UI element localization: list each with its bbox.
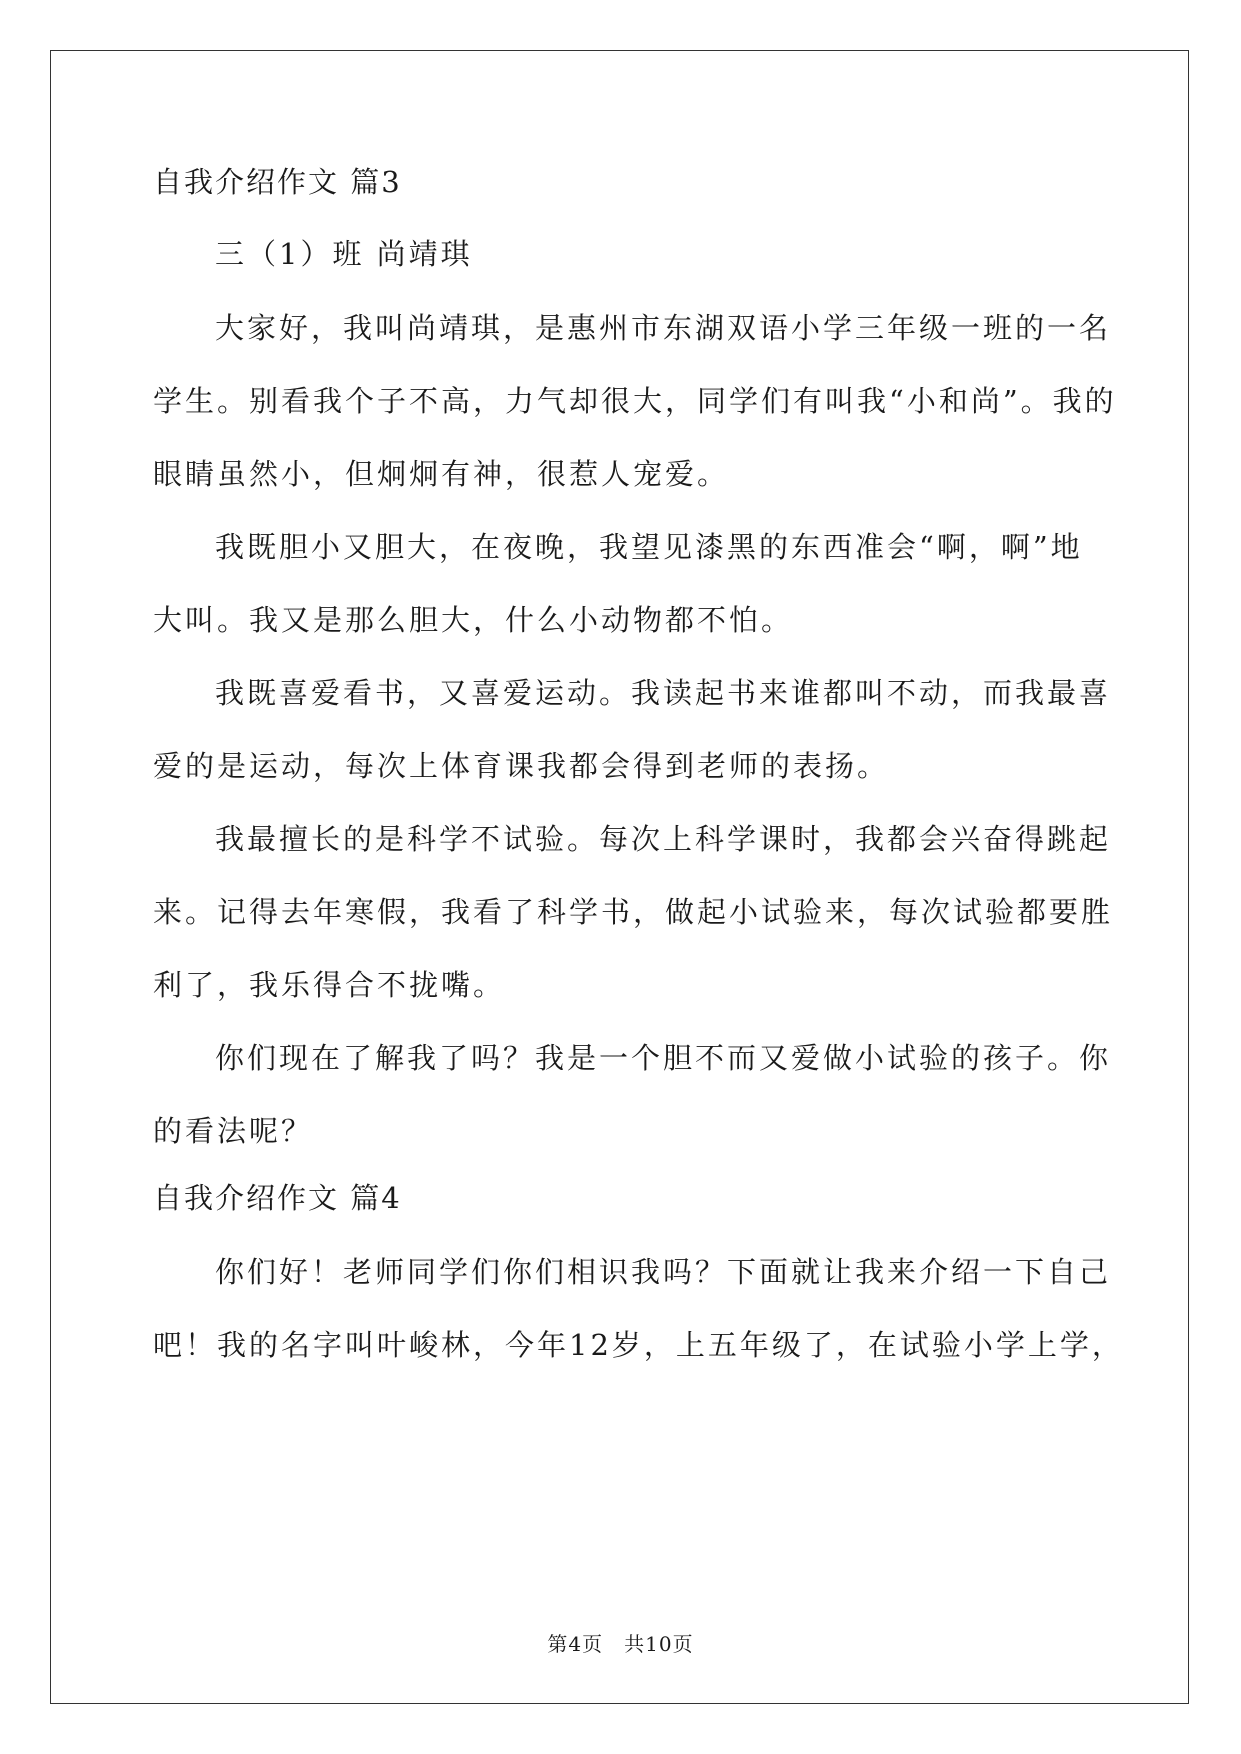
paragraph-line: 来。记得去年寒假，我看了科学书，做起小试验来，每次试验都要胜 xyxy=(153,895,1114,929)
section-heading-3: 自我介绍作文 篇3 xyxy=(153,165,402,199)
paragraph-line: 大叫。我又是那么胆大，什么小动物都不怕。 xyxy=(153,603,794,637)
paragraph-line: 爱的是运动，每次上体育课我都会得到老师的表扬。 xyxy=(153,749,890,783)
paragraph-line: 你们现在了解我了吗？我是一个胆不而又爱做小试验的孩子。你 xyxy=(215,1041,1112,1075)
paragraph-line: 我既喜爱看书，又喜爱运动。我读起书来谁都叫不动，而我最喜 xyxy=(215,676,1112,710)
page-number-footer: 第4页 共10页 xyxy=(547,1632,694,1656)
paragraph-line: 你们好！老师同学们你们相识我吗？下面就让我来介绍一下自己 xyxy=(215,1255,1112,1289)
section-heading-4: 自我介绍作文 篇4 xyxy=(153,1181,402,1215)
paragraph-line: 我既胆小又胆大，在夜晚，我望见漆黑的东西准会“啊，啊”地 xyxy=(215,530,1083,564)
paragraph-line: 我最擅长的是科学不试验。每次上科学课时，我都会兴奋得跳起 xyxy=(215,822,1112,856)
page-frame xyxy=(50,50,1189,1704)
paragraph-line: 大家好，我叫尚靖琪，是惠州市东湖双语小学三年级一班的一名 xyxy=(215,311,1112,345)
author-line: 三（1）班 尚靖琪 xyxy=(215,237,473,271)
paragraph-line: 的看法呢？ xyxy=(153,1114,314,1148)
paragraph-line: 学生。别看我个子不高，力气却很大，同学们有叫我“小和尚”。我的 xyxy=(153,384,1117,418)
paragraph-line: 利了，我乐得合不拢嘴。 xyxy=(153,968,506,1002)
paragraph-line: 眼睛虽然小，但炯炯有神，很惹人宠爱。 xyxy=(153,457,730,491)
paragraph-line: 吧！我的名字叫叶峻林，今年12岁，上五年级了，在试验小学上学， xyxy=(153,1328,1124,1362)
